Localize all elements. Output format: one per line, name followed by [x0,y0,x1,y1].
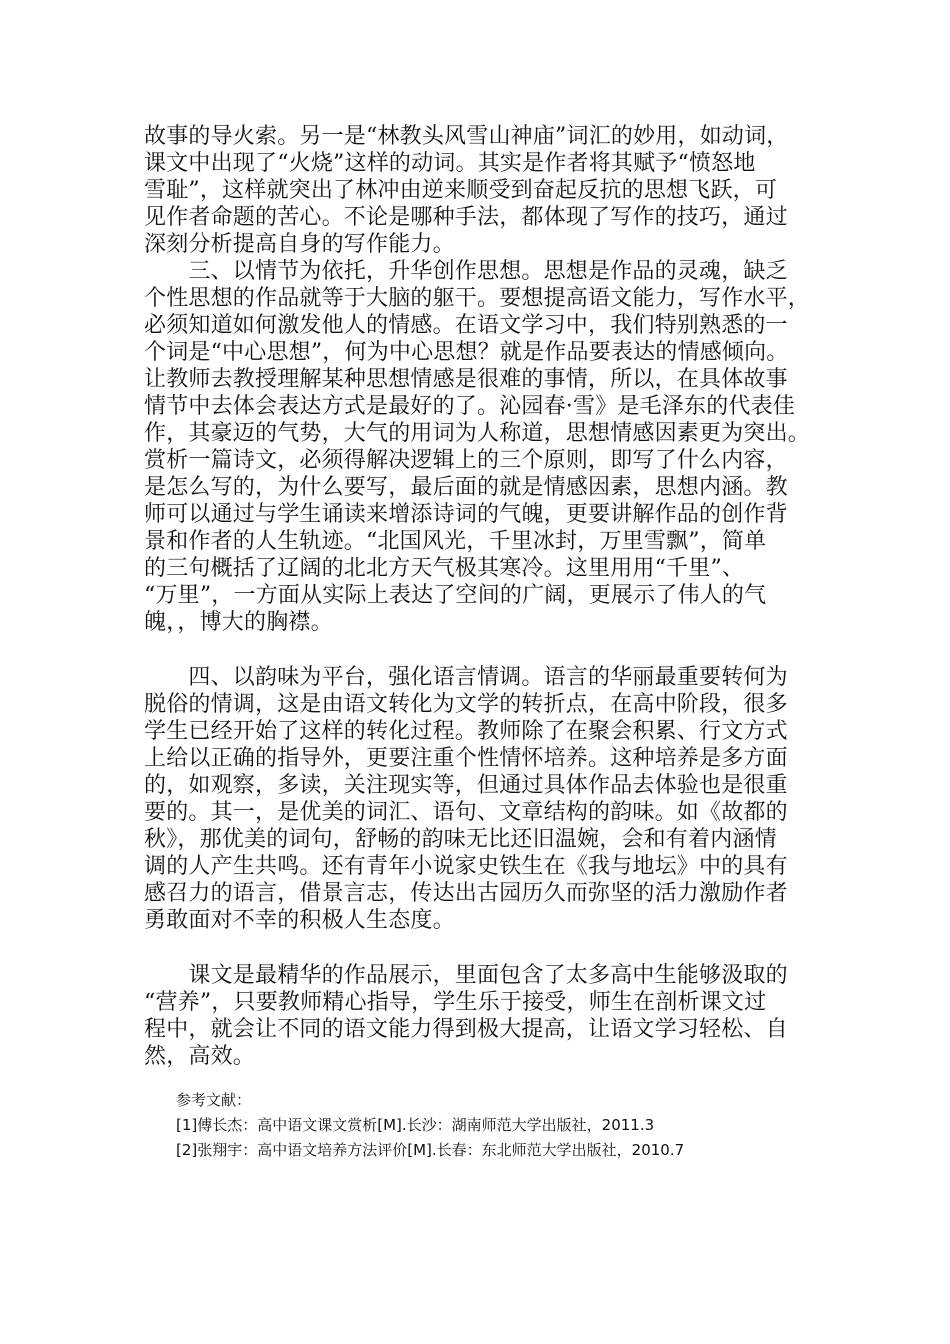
body-line: “万里”，一方面从实际上表达了空间的广阔，更展示了伟人的气 [144,583,767,608]
body-line: 魄，，博大的胸襟。 [144,610,333,635]
body-line: 雪耻”，这样就突出了林冲由逆来顺受到奋起反抗的思想飞跃，可 [144,178,778,203]
body-line: 调的人产生共鸣。还有青年小说家史铁生在《我与地坛》中的具有 [144,854,788,879]
body-line: 是怎么写的，为什么要写，最后面的就是情感因素，思想内涵。教 [144,475,788,500]
body-line: “营养”，只要教师精心指导，学生乐于接受，师生在剖析课文过 [144,990,767,1015]
body-line: 上给以正确的指导外，更要注重个性情怀培养。这种培养是多方面 [144,746,788,771]
reference-item: [1]傅长杰：高中语文课文赏析[M].长沙：湖南师范大学出版社，2011.3 [176,1116,655,1134]
body-line: 四、以韵味为平台，强化语言情调。语言的华丽最重要转何为 [144,665,788,690]
body-line: 课文中出现了“火烧”这样的动词。其实是作者将其赋予“愤怒地 [144,151,756,176]
body-line: 感召力的语言，借景言志，传达出古园历久而弥坚的活力激励作者 [144,881,788,906]
body-line: 程中，就会让不同的语文能力得到极大提高，让语文学习轻松、自 [144,1017,788,1042]
body-line: 要的。其一，是优美的词汇、语句、文章结构的韵味。如《故都的 [144,800,788,825]
body-line: 勇敢面对不幸的积极人生态度。 [144,908,455,933]
body-line: 学生已经开始了这样的转化过程。教师除了在聚会积累、行文方式 [144,719,788,744]
reference-item: [2]张翔宇：高中语文培养方法评价[M].长春：东北师范大学出版社，2010.7 [176,1141,685,1159]
body-line: 赏析一篇诗文，必须得解决逻辑上的三个原则，即写了什么内容， [144,448,788,473]
body-line: 见作者命题的苦心。不论是哪种手法，都体现了写作的技巧，通过 [144,205,788,230]
body-line: 必须知道如何激发他人的情感。在语文学习中，我们特别熟悉的一 [144,313,788,338]
body-line: 脱俗的情调，这是由语文转化为文学的转折点，在高中阶段，很多 [144,692,788,717]
references-heading: 参考文献： [176,1091,252,1109]
body-line: 秋》，那优美的词句，舒畅的韵味无比还旧温婉，会和有着内涵情 [144,827,777,852]
body-line: 的，如观察，多读，关注现实等，但通过具体作品去体验也是很重 [144,773,788,798]
body-line: 深刻分析提高自身的写作能力。 [144,232,455,257]
body-line: 景和作者的人生轨迹。“北国风光，千里冰封，万里雪飘”，简单 [144,529,767,554]
body-line: 师可以通过与学生诵读来增添诗词的气魄，更要讲解作品的创作背 [144,502,788,527]
body-line: 三、以情节为依托，升华创作思想。思想是作品的灵魂，缺乏 [144,259,788,284]
body-line: 的三句概括了辽阔的北北方天气极其寒冷。这里用用“千里”、 [144,556,745,581]
body-line: 情节中去体会表达方式是最好的了。沁园春·雪》是毛泽东的代表佳 [144,394,795,419]
body-line: 让教师去教授理解某种思想情感是很难的事情，所以，在具体故事 [144,367,788,392]
body-line: 然，高效。 [144,1044,256,1069]
body-line: 课文是最精华的作品展示，里面包含了太多高中生能够汲取的 [144,963,788,988]
body-line: 个性思想的作品就等于大脑的躯干。要想提高语文能力，写作水平， [144,286,811,311]
body-line: 个词是“中心思想”，何为中心思想？就是作品要表达的情感倾向。 [144,340,789,365]
body-line: 故事的导火索。另一是“林教头风雪山神庙”词汇的妙用，如动词， [144,124,789,149]
body-line: 作，其豪迈的气势，大气的用词为人称道，思想情感因素更为突出。 [144,421,811,446]
